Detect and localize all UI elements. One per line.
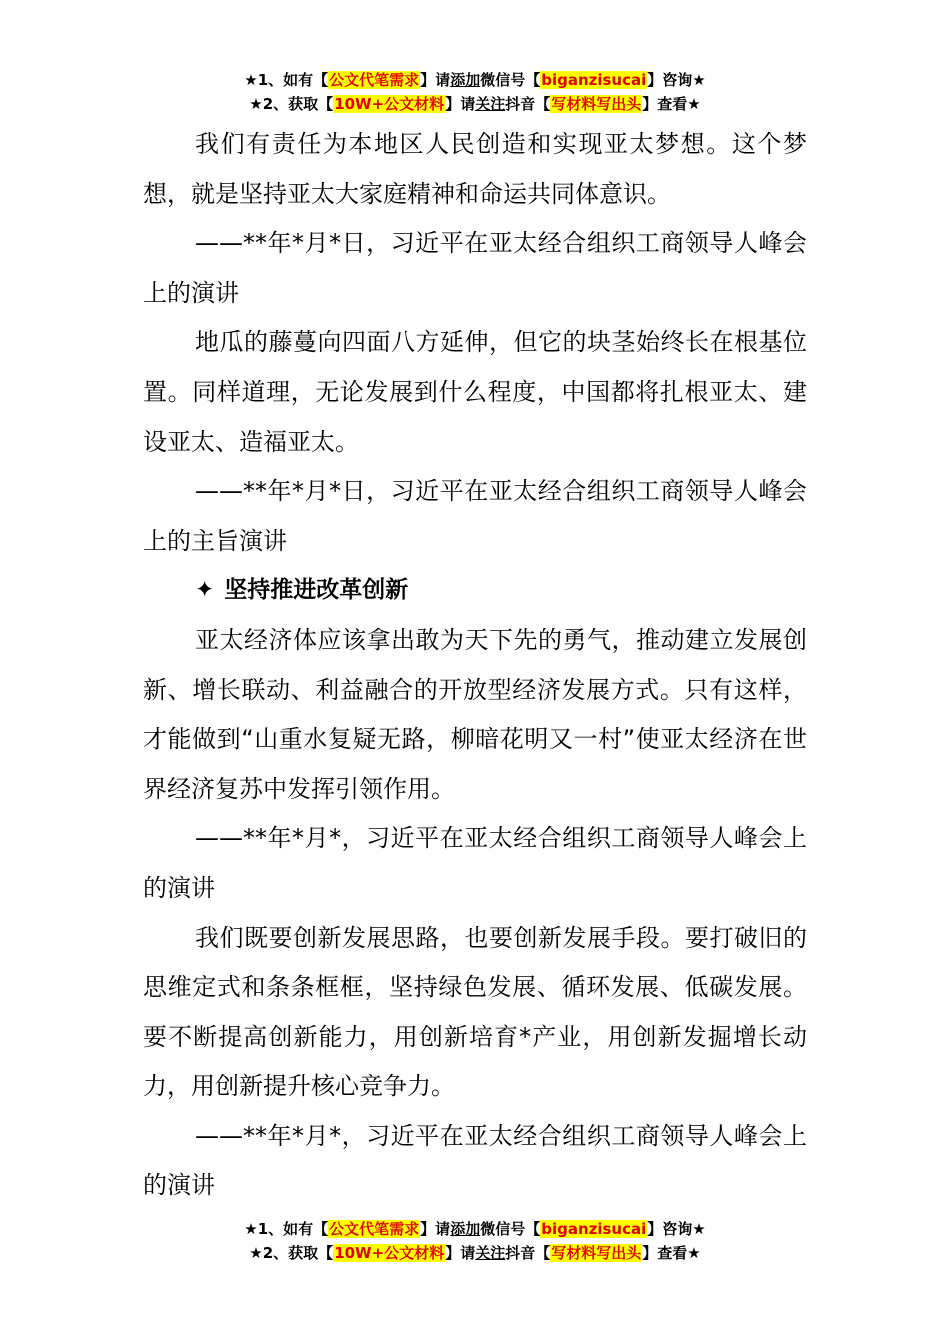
section-heading-text: 坚持推进改革创新 bbox=[224, 577, 409, 604]
highlight-materials: 10W+公文材料 bbox=[334, 95, 445, 113]
highlight-service: 公文代笔需求 bbox=[329, 71, 420, 89]
paragraph-quote-4: 我们既要创新发展思路，也要创新发展手段。要打破旧的思维定式和条条框框，坚持绿色发展、循环发展、低碳发展。要不断提高创新能力，用创新培育*产业，用创新发掘增长动力，用创新提升核心竞争力。 bbox=[143, 923, 807, 1101]
highlight-douyin-account: 写材料写出头 bbox=[551, 1244, 642, 1262]
top-banner-line-1: ★1、如有【公文代笔需求】请添加微信号【biganzisucai】咨询★ bbox=[244, 71, 706, 89]
paragraph-quote-1: 我们有责任为本地区人民创造和实现亚太梦想。这个梦想，就是坚持亚太大家庭精神和命运共同体意识。 bbox=[143, 130, 807, 208]
paragraph-source-3: ——**年*月*，习近平在亚太经合组织工商领导人峰会上的演讲 bbox=[143, 824, 807, 902]
document-body bbox=[143, 120, 807, 1211]
highlight-wechat-id: biganzisucai bbox=[541, 1220, 647, 1238]
bottom-banner-line-2: ★2、获取【10W+公文材料】请关注抖音【写材料写出头】查看★ bbox=[249, 1244, 701, 1262]
section-heading bbox=[143, 566, 807, 616]
paragraph-source-4: ——**年*月*，习近平在亚太经合组织工商领导人峰会上的演讲 bbox=[143, 1121, 807, 1200]
paragraph-source-1: ——**年*月*日，习近平在亚太经合组织工商领导人峰会上的演讲 bbox=[143, 229, 807, 307]
highlight-service: 公文代笔需求 bbox=[329, 1220, 420, 1238]
paragraph-quote-3: 亚太经济体应该拿出敢为天下先的勇气，推动建立发展创新、增长联动、利益融合的开放型经济发展方式。只有这样，才能做到“山重水复疑无路，柳暗花明又一村”使亚太经济在世界经济复苏中发挥引领作用。 bbox=[143, 625, 807, 803]
bottom-banner bbox=[0, 1217, 950, 1265]
top-banner-line-2: ★2、获取【10W+公文材料】请关注抖音【写材料写出头】查看★ bbox=[249, 95, 701, 113]
paragraph-quote-2: 地瓜的藤蔓向四面八方延伸，但它的块茎始终长在根基位置。同样道理，无论发展到什么程度，中国都将扎根亚太、建设亚太、造福亚太。 bbox=[143, 328, 807, 456]
paragraph-source-2: ——**年*月*日，习近平在亚太经合组织工商领导人峰会上的主旨演讲 bbox=[143, 477, 807, 555]
bottom-banner-line-1: ★1、如有【公文代笔需求】请添加微信号【biganzisucai】咨询★ bbox=[244, 1220, 706, 1238]
highlight-materials: 10W+公文材料 bbox=[334, 1244, 445, 1262]
top-banner bbox=[0, 68, 950, 116]
highlight-douyin-account: 写材料写出头 bbox=[551, 95, 642, 113]
highlight-wechat-id: biganzisucai bbox=[541, 71, 647, 89]
sparkle-icon: ✦ bbox=[195, 577, 215, 604]
